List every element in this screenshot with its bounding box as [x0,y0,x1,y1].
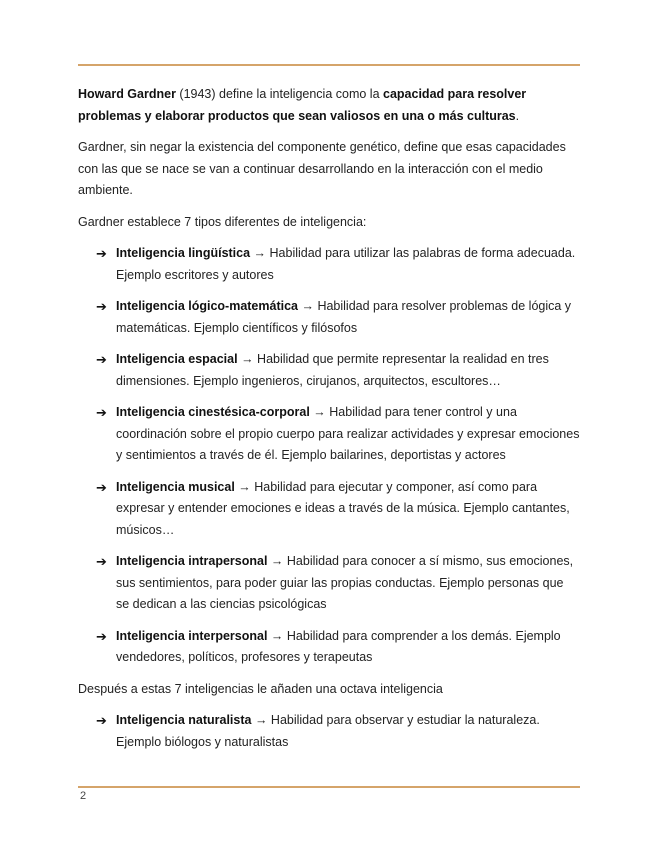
intelligence-description: → Habilidad para resolver problemas de lógica y matemáticas. Ejemplo científicos y filósofos [116,299,572,335]
arrow-bullet-icon: ➔ [96,405,107,420]
intelligence-description: → Habilidad para conocer a sí mismo, sus emociones, sus sentimientos, para poder guiar las propias conductas. Ejemplo personas que se dedican a las ciencias psicológicas [116,554,574,611]
intelligence-description: → Habilidad que permite representar la realidad en tres dimensiones. Ejemplo ingenieros, cirujanos, arquitectos, escultores… [116,352,549,388]
intelligence-description: → Habilidad para comprender a los demás. Ejemplo vendedores, políticos, profesores y terapeutas [116,628,561,664]
intelligence-term: Inteligencia lingüística [116,246,251,260]
footer-rule [78,786,580,788]
definition-text: capacidad para resolver problemas y elaborar productos que sean valiosos en una o más culturas [78,87,527,123]
page-number: 2 [80,790,87,802]
list-item [78,296,580,339]
intelligence-term: Inteligencia intrapersonal [116,554,268,568]
list-item [78,402,580,467]
arrow-bullet-icon: ➔ [96,628,107,644]
list-item [78,477,580,542]
arrow-bullet-icon: ➔ [96,352,107,367]
eighth-intelligence-list [78,710,580,753]
intro-paragraph-2: Gardner, sin negar la existencia del componente genético, define que esas capacidades con las que se nace se van a continuar desarrollando en la interacción con el medio ambiente. [78,140,566,197]
intro-paragraph-1 [78,84,580,127]
document-body [78,84,580,763]
list-item [78,551,580,616]
intelligence-description: → Habilidad para tener control y una coordinación sobre el propio cuerpo para realizar actividades y expresar emociones y sentimientos a través de él. Ejemplo bailarines, deportistas y actores [116,405,580,462]
intelligence-term: Inteligencia musical [116,479,235,494]
header-rule [78,64,580,66]
intelligence-description: → Habilidad para observar y estudiar la naturaleza. Ejemplo biólogos y naturalistas [116,713,540,749]
intelligence-term: Inteligencia interpersonal [116,628,268,643]
list-item [78,710,580,753]
intelligence-description: → Habilidad para ejecutar y componer, así como para expresar y entender emociones e ideas a través de la música. Ejemplo cantantes, músicos… [116,479,570,537]
list-item [78,349,580,392]
arrow-bullet-icon: ➔ [96,713,107,728]
intelligence-description: → Habilidad para utilizar las palabras de forma adecuada. Ejemplo escritores y autores [116,246,576,282]
author-name: Howard Gardner [78,87,176,101]
list-item [78,626,580,669]
arrow-bullet-icon: ➔ [96,299,107,314]
arrow-bullet-icon: ➔ [96,479,107,495]
arrow-bullet-icon: ➔ [96,554,107,569]
intelligence-term: Inteligencia espacial [116,352,238,366]
arrow-bullet-icon: ➔ [96,246,107,261]
intro-end: . [515,108,520,123]
intelligence-list [78,243,580,669]
list-item [78,243,580,286]
after-paragraph: Después a estas 7 inteligencias le añaden una octava inteligencia [78,681,443,696]
intelligence-term: Inteligencia naturalista [116,713,252,727]
intro-paragraph-3: Gardner establece 7 tipos diferentes de inteligencia: [78,214,367,229]
intelligence-term: Inteligencia cinestésica-corporal [116,405,310,419]
intelligence-term: Inteligencia lógico-matemática [116,299,298,313]
intro-text: (1943) define la inteligencia como la [175,87,384,101]
